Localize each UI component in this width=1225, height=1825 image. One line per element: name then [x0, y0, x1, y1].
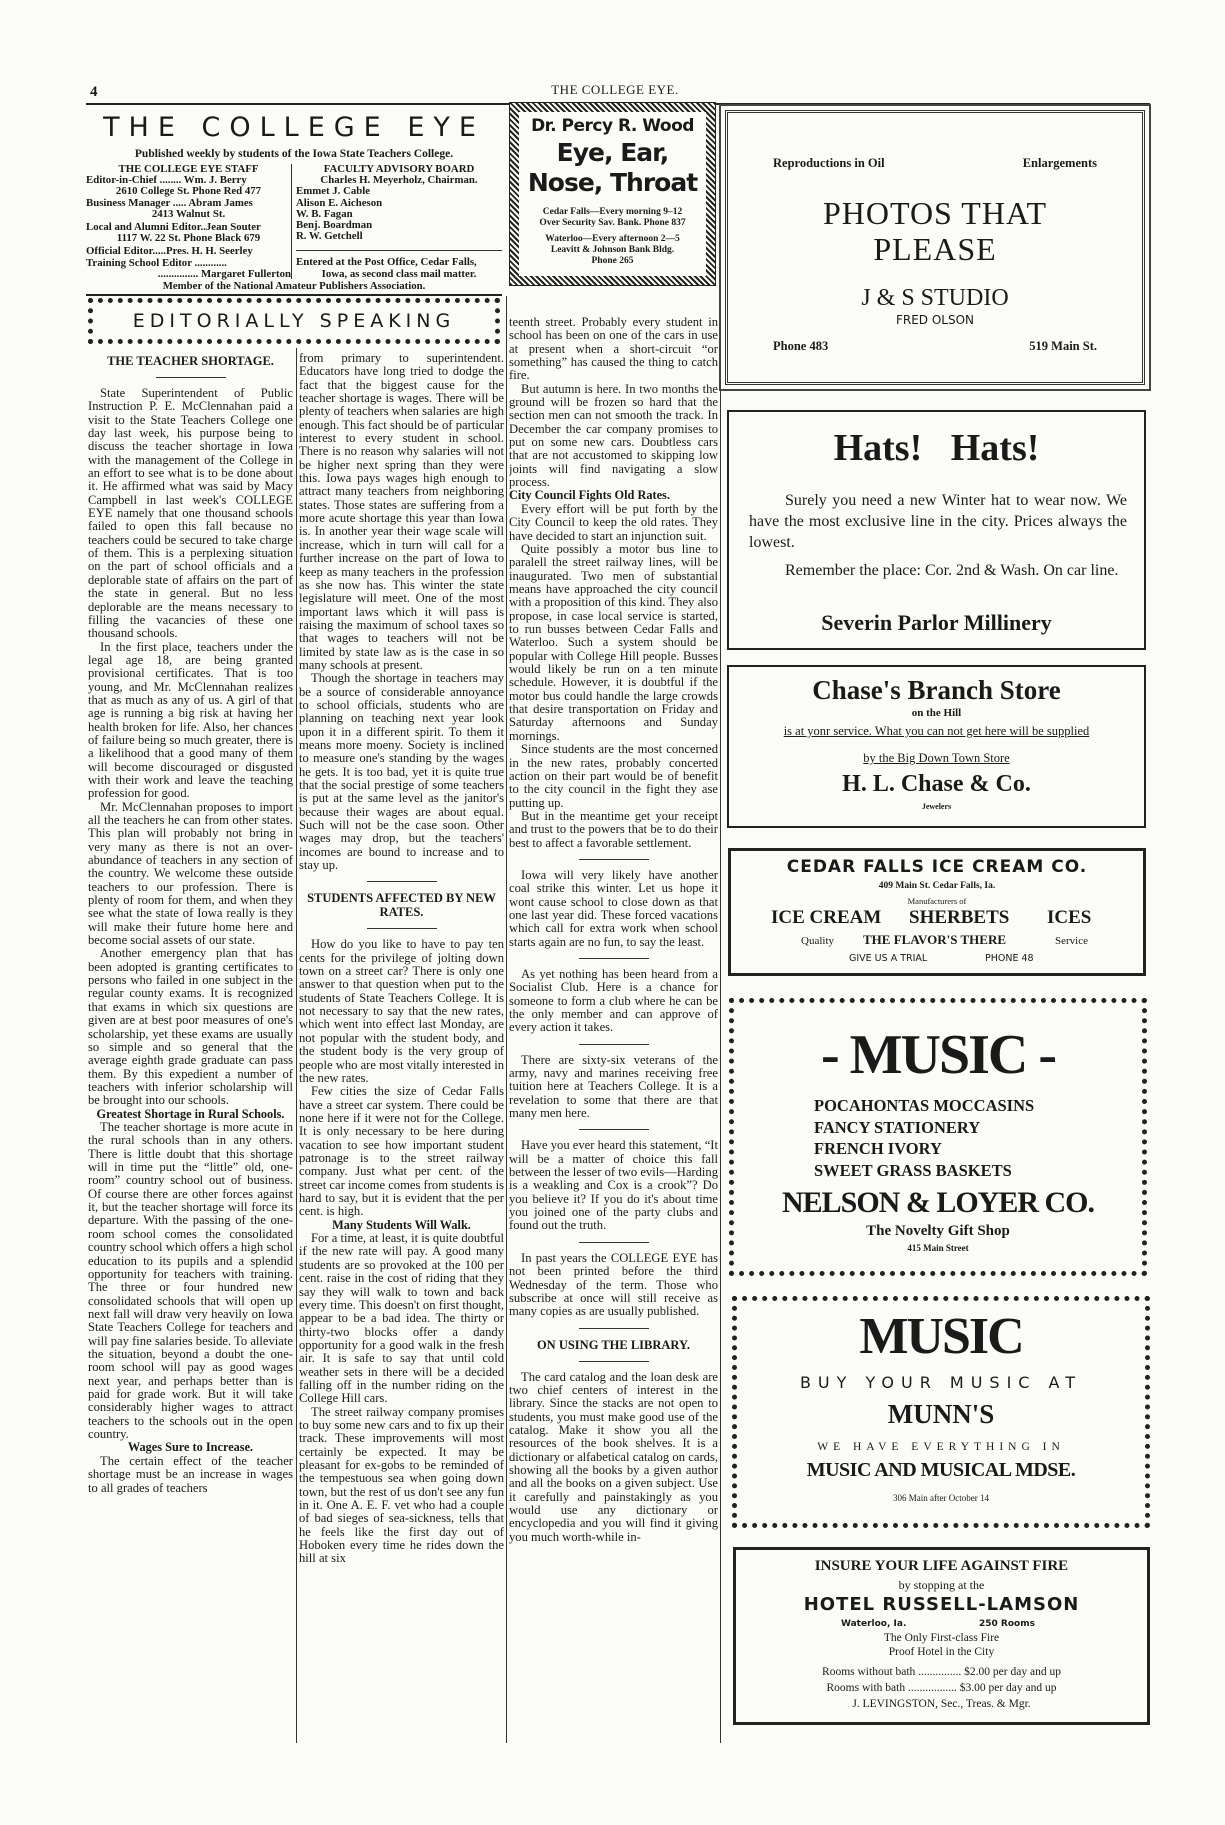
ad-phone: Phone 483	[773, 339, 829, 353]
paragraph: Another emergency plan that has been adopted is granting certificates to persons who failed in one subject in the regular county exams. It is recognized that exams in which six questions are given are at best poor measures of one's scholarship, yet these exams are usually so simple and so general that the average eighth grade graduate can pass them. By this expedient a number of teachers with inferior scholarship will be brought into our schools.	[88, 946, 293, 1108]
paragraph: Though the shortage in teachers may be a source of considerable annoyance to school officials, students who are planning on teaching next year look upon it in a different spirit. To them it means more moeny. Society is inclined to measure one's standing by the wages he gets. It is too bad, yet it is quite true that the social prestige of some teachers is put at the same level as the janitor's because their wages are about equal. Such will not be the case soon. Other wages may drop, but the teachers' incomes are bound to increase and to stay up.	[299, 671, 504, 873]
column-divider	[296, 348, 297, 1743]
paragraph: from primary to superintendent. Educators have long tried to dodge the fact that the biggest cause for the teacher shortage is wages. There will be plenty of teachers when salaries are high enough. This fact should be of particular interest to every student in school. There is no reason why salaries will not be higher next spring than they were this. Iowa pays wages high enough to attract many teachers from neighboring states. Those states are suffering from a more acute shortage this year than Iowa is. In another year their wage scale will increase, which in turn will call for a further increase on the part of Iowa to keep as many teachers in the profession as she now has. This winter the state legislature will meet. One of the most important laws which it will pass is raising the maximum of school taxes so that wages to teachers will not be limited by state law as is the case in so many schools at present.	[299, 352, 504, 672]
divider	[579, 1129, 649, 1130]
divider	[156, 377, 226, 378]
paragraph: State Superintendent of Public Instruction P. E. McClennahan paid a visit to the State Teachers College one day last week, his purpose being to discuss the teacher shortage in Iowa with the management of the College in an effort to see what is to be done about it. He affirmed what was said by Macy Campbell in last week's COLLEGE EYE namely that one thousand schools failed to open this fall because no teachers could be secured to take charge of them. This is a perplexing situation on the part of school officials and a deplorable state of affairs on the part of the state in general. But no less deplorable are the means necessary to filling the vacancies of these one thousand schools.	[88, 386, 293, 641]
ad-headline: - MUSIC -	[821, 1024, 1055, 1086]
ad-product: ICES	[1047, 907, 1092, 928]
staff-line: Official Editor.....Pres. H. H. Seerley	[86, 245, 253, 258]
ad-body: Remember the place: Cor. 2nd & Wash. On car line.	[785, 562, 1119, 579]
ad-line: Eye, Ear,	[556, 138, 669, 167]
ad-headline: PLEASE	[873, 231, 997, 267]
ad-hats	[727, 410, 1146, 650]
paragraph: Mr. McClennahan proposes to import all the teachers he can from other states. This plan will probably not bring in very many as there is not an over-abundance of teachers in any section of the country. We welcome these outside teachers to our profession. There is plenty of room for them, and when they see what the state of Iowa really is they will make their future home here and become social assets of our state.	[88, 799, 293, 948]
entered-line: Iowa, as second class mail matter.	[321, 267, 477, 280]
running-head: THE COLLEGE EYE.	[551, 82, 679, 97]
ad-owner: FRED OLSON	[895, 313, 975, 327]
ad-item-list	[814, 1095, 1034, 1181]
ad-headline: INSURE YOUR LIFE AGAINST FIRE	[814, 1558, 1069, 1574]
divider	[579, 1242, 649, 1243]
masthead-title: THE COLLEGE EYE	[103, 112, 485, 143]
column-divider	[720, 103, 721, 1743]
staff-line: Editor-in-Chief ........ Wm. J. Berry	[86, 174, 247, 187]
ad-line: GIVE US A TRIAL	[849, 953, 928, 964]
ad-ice-cream	[728, 848, 1146, 976]
paragraph: But autumn is here. In two months the ground will be frozen so hard that the section men can not smooth the track. In December the car company promises to put on some new cars. Doubtless cars that are not accustomed to skipping low joints will find navigating a slow process.	[509, 381, 718, 490]
divider	[579, 1328, 649, 1329]
staff-line: ............... Margaret Fullerton	[157, 267, 291, 280]
divider	[367, 928, 437, 929]
ad-rate: Rooms without bath ............... $2.00 per day and up	[822, 1666, 1061, 1678]
paragraph: Every effort will be put forth by the City Council to keep the old rates. They have decided to start an injunction suit.	[509, 501, 718, 543]
ad-manager: J. LEVINGSTON, Sec., Treas. & Mgr.	[852, 1698, 1031, 1710]
paragraph: In past years the COLLEGE EYE has not been printed before the third Wednesday of the term. Those who subscribe at once will still receive as many copies as are usually published.	[509, 1250, 718, 1319]
staff-line: Local and Alumni Editor..Jean Souter	[86, 221, 261, 234]
divider	[579, 1044, 649, 1045]
ad-line: Enlargements	[1022, 156, 1097, 170]
subheading: City Council Fights Old Rates.	[509, 488, 670, 503]
paragraph: For a time, at least, it is quite doubtful if the new rate will pay. A good many students are so provoked at the 100 per cent. raise in the cost of riding that they say they will walk to town and back every time. This doesn't on first thought, appear to be a bad idea. The thirty or thirty-two blocks offer a dandy opportunity for a good walk in the fresh air. It is safe to say that until cold weather sets in there will be a decided falling off in the number riding on the College Hill cars.	[299, 1231, 504, 1406]
paragraph: The teacher shortage is more acute in the rural schools than in any others. There is little doubt that this shortage will in time put the “little” old, one-room” country school out of business. Of course there are other forces against it, but the teacher shortage will force its departure. With the passing of the one-room school comes the consolidated country school which offers a high schol education to its pupils and a splendid opportunity for teachers with training. The three or four hundred new consolidated schools that will open up next fall will draw very heavily on Iowa State Teachers College for teachers and will pay fine salaries beside. To alleviate the situation, beyond a doubt the one-room school will pay as good wages next year, and perhaps better than is paid for grade work. But it will take considerably higher wages to attract teachers to the schools out in the open country.	[88, 1120, 293, 1441]
ad-line: by stopping at the	[898, 1578, 985, 1592]
staff-list	[86, 164, 292, 279]
paragraph: In the first place, teachers under the legal age 18, are being granted provisional certificates. That is too young, and Mr. McClennahan realizes that as much as any of us. A girl of that age is running a big risk at having her health broken for life. Also, her chances of failure being so much greater, there is a likelihood that a good many of them will become discouraged or disgusted with their work and leave the teaching profession for good.	[88, 639, 293, 801]
staff-line: Business Manager ..... Abram James	[86, 196, 253, 209]
staff-line: Training School Editor ............	[86, 256, 227, 269]
ad-line: Over Security Sav. Bank. Phone 837	[539, 218, 686, 228]
column-divider	[506, 296, 507, 1743]
ad-headline: CEDAR FALLS ICE CREAM CO.	[786, 857, 1088, 877]
ad-line: Service	[1055, 935, 1088, 947]
paragraph: Few cities the size of Cedar Falls have a street car system. There could be none here if it were not for the College. It is only necessary to be here during vacation to see how important student patronage is to the street railway company. Just what per cent. of the street car income comes from students is hard to say, but it is evident that the per cent. is high.	[299, 1084, 504, 1219]
ad-line: Jewelers	[921, 802, 952, 811]
ad-munns	[732, 1296, 1150, 1528]
paragraph: Quite possibly a motor bus line to paralell the street railway lines, will be inaugurated. Two men of substantial means have approached the city council with a proposition of this kind. They also propose, in case local service is started, to run busses between Cedar Falls and Waterloo. Such a system should be popular with College Hill people. Busses would likely be run on a ten minute schedule. However, it is doubtful if the motor bus could handle the large crowds that desire transportation on Friday and Saturday afternoons and Sunday mornings.	[509, 542, 718, 743]
paragraph: Iowa will very likely have another coal strike this winter. Let us hope it wont cause school to close down as that one last year did. These forced vacations which call for extra work when school starts again are no fun, to say the least.	[509, 867, 718, 949]
board-line: Charles H. Meyerholz, Chairman.	[320, 174, 478, 187]
staff-line: 1117 W. 22 St. Phone Black 679	[116, 232, 261, 245]
advisory-board	[296, 164, 502, 280]
ad-name: Dr. Percy R. Wood	[531, 116, 694, 136]
ad-product: SHERBETS	[909, 907, 1010, 928]
divider	[579, 958, 649, 959]
paragraph: But in the meantime get your receipt and trust to the powers that be to do their best to affect a favorable settlement.	[509, 808, 718, 850]
ad-nelson-loyer	[729, 998, 1147, 1276]
section-banner: EDITORIALLY SPEAKING	[88, 298, 500, 344]
ad-headline: Chase's Branch Store	[812, 675, 1061, 705]
ad-city: Waterloo, Ia.	[841, 1619, 907, 1629]
article-headline: STUDENTS AFFECTED BY NEW RATES.	[307, 891, 496, 920]
ad-line: WE HAVE EVERYTHING IN	[817, 1441, 1065, 1453]
ad-hotel-name: HOTEL RUSSELL-LAMSON	[803, 1594, 1080, 1615]
ad-line: Quality	[801, 935, 834, 947]
paragraph: The street railway company promises to buy some new cars and to fix up their track. These improvements will most certainly be expected. It may be pleasant for ex-gobs to be reminded of the tempestuous sea when going down town, but the rest of us don't see any fun in it. One A. E. F. vet who had a couple of bad sieges of sea-sickness, tells that he feels like the first day out of Hoboken every time he rides down the hill at six	[299, 1404, 504, 1566]
entered-line: Entered at the Post Office, Cedar Falls,	[296, 250, 502, 268]
ad-item: FANCY STATIONERY	[814, 1117, 981, 1137]
masthead-subtitle: Published weekly by students of the Iowa State Teachers College.	[134, 148, 454, 160]
ad-item: FRENCH IVORY	[814, 1139, 942, 1158]
staff-line: 2610 College St. Phone Red 477	[115, 185, 262, 198]
ad-chase	[727, 665, 1146, 828]
ad-line: by the Big Down Town Store	[863, 751, 1010, 765]
divider	[367, 881, 437, 882]
paragraph: There are sixty-six veterans of the army, navy and marines receiving free tuition here at Teachers College. It is a revelation to some that there are that many men here.	[509, 1052, 718, 1121]
ad-name: MUNN'S	[887, 1399, 995, 1429]
ad-body: Surely you need a new Winter hat to wear now. We have the most exclusive line in the city. Prices always the lowest.	[749, 492, 1127, 551]
subheading: Greatest Shortage in Rural Schools.	[96, 1106, 285, 1121]
ad-photos	[725, 110, 1145, 385]
staff-line: 2413 Walnut St.	[151, 207, 226, 220]
ad-tagline: The Novelty Gift Shop	[866, 1223, 1010, 1239]
ad-line: MUSIC AND MUSICAL MDSE.	[806, 1459, 1076, 1481]
staff-heading: THE COLLEGE EYE STAFF	[118, 163, 259, 175]
board-heading: FACULTY ADVISORY BOARD	[323, 163, 475, 175]
ad-address: 415 Main Street	[907, 1243, 969, 1253]
ad-firm: H. L. Chase & Co.	[842, 771, 1031, 797]
ad-line: on the Hill	[911, 707, 962, 719]
ad-line: The Only First-class Fire	[883, 1632, 1000, 1644]
article-headline: THE TEACHER SHORTAGE.	[107, 354, 274, 368]
ad-phone: PHONE 48	[985, 953, 1034, 964]
ad-item: SWEET GRASS BASKETS	[814, 1160, 1012, 1180]
page-number: 4	[90, 84, 98, 100]
ad-line: is at yonr service. What you can not get here will be supplied	[783, 724, 1090, 738]
ad-headline: PHOTOS THAT	[822, 195, 1048, 231]
ad-line: Waterloo—Every afternoon 2—5	[545, 234, 680, 244]
ad-line: Proof Hotel in the City	[888, 1646, 995, 1658]
ad-line: Phone 265	[591, 256, 634, 266]
divider	[579, 859, 649, 860]
board-line: Benj. Boardman	[296, 219, 373, 232]
article-column-3	[509, 316, 718, 1748]
ad-shop: Severin Parlor Millinery	[821, 610, 1052, 635]
ad-line: Nose, Throat	[527, 168, 698, 197]
ad-slogan: THE FLAVOR'S THERE	[863, 932, 1007, 947]
board-line: R. W. Getchell	[296, 230, 363, 243]
paragraph: How do you like to have to pay ten cents for the privilege of jolting down town on a street car? There is only one answer to that question when put to the students of State Teachers College. It is not necessary to say that the new rates, which went into effect last Monday, are not popular with the student body, and the student body is the very group of people who are most vitally interested in the new rates.	[299, 937, 504, 1085]
ad-item: POCAHONTAS MOCCASINS	[814, 1096, 1035, 1115]
ad-line: Leavitt & Johnson Bank Bldg.	[550, 245, 675, 255]
ad-headline: Hats! Hats!	[833, 427, 1040, 469]
ad-line: 409 Main St. Cedar Falls, Ia.	[878, 881, 996, 891]
ad-line: BUY YOUR MUSIC AT	[799, 1373, 1083, 1392]
board-line: Alison E. Aicheson	[296, 196, 383, 209]
ad-dr-wood	[510, 103, 715, 285]
ad-studio: J & S STUDIO	[861, 285, 1009, 311]
paragraph: Have you ever heard this statement, “It will be a matter of choice this fall between the lesser of two evils—Harding is a weakling and Cox is a crook”? Do you believe it? If you do it's about time you joined one of the party clubs and found out the truth.	[509, 1138, 718, 1233]
ad-rate: Rooms with bath ................. $3.00 per day and up	[826, 1682, 1057, 1694]
ad-firm: NELSON & LOYER CO.	[781, 1186, 1095, 1219]
board-line: W. B. Fagan	[296, 207, 353, 220]
board-line: Emmet J. Cable	[296, 185, 371, 198]
article-headline: ON USING THE LIBRARY.	[536, 1337, 691, 1352]
ad-address: 306 Main after October 14	[893, 1493, 989, 1503]
ad-line: Manufacturers of	[907, 896, 967, 906]
paragraph: The card catalog and the loan desk are two chief centers of interest in the library. Since the stacks are not open to students, you must make good use of the catalog. Make it show you all the resources of the book shelves. It is a dictionary or alfabetical catalog on cards, showing all the books by a given author and all the books on a given subject. Use it carefully and painstakingly as you would use any dictionary or encyclopedia and you will find it giving you much worth-while in-	[509, 1369, 718, 1544]
ad-line: Reproductions in Oil	[773, 156, 885, 170]
ad-line: Cedar Falls—Every morning 9–12	[542, 207, 683, 217]
paragraph: teenth street. Probably every student in school has been on one of the cars in use at present when a short-circuit “or something” has caused the thing to catch fire.	[509, 316, 718, 383]
paragraph: The certain effect of the teacher shortage must be an increase in wages to all grades of teachers	[88, 1453, 293, 1495]
membership-note: Member of the National Amateur Publishers Association.	[162, 280, 426, 292]
masthead	[86, 106, 502, 296]
divider	[579, 1361, 649, 1362]
ad-rooms: 250 Rooms	[979, 1619, 1035, 1629]
paragraph: As yet nothing has been heard from a Socialist Club. Here is a chance for someone to form a club where he can be the only member and can approve of every action it takes.	[509, 966, 718, 1035]
article-column-1	[88, 352, 293, 1747]
ad-hotel	[733, 1547, 1150, 1725]
subheading: Wages Sure to Increase.	[127, 1440, 254, 1455]
paragraph: Since students are the most concerned in the new rates, probably concerted action on their part would be of benefit to the city council in the fight they ase putting up.	[509, 742, 718, 810]
ad-headline: MUSIC	[859, 1308, 1023, 1365]
ad-address: 519 Main St.	[1029, 339, 1097, 353]
article-column-2	[299, 352, 504, 1747]
ad-product: ICE CREAM	[771, 907, 882, 928]
subheading: Many Students Will Walk.	[332, 1217, 471, 1232]
